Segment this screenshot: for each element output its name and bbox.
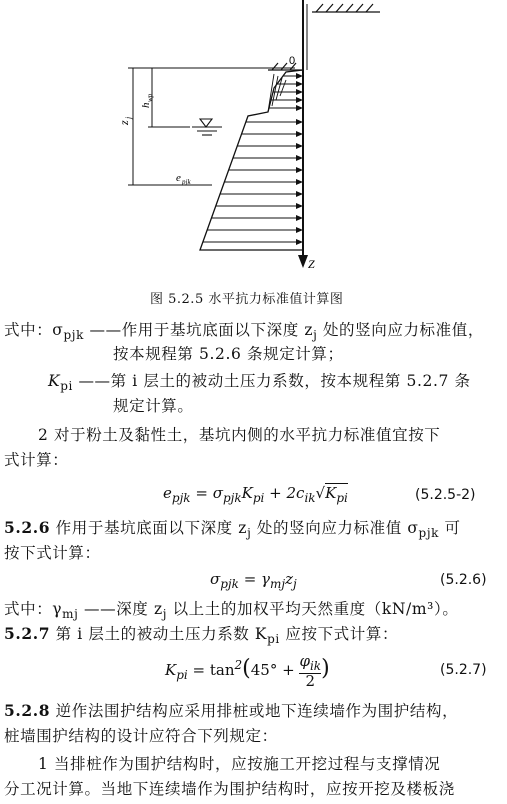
clause-2-cont: 式计算：	[4, 451, 69, 469]
definition-kpi-cont: 规定计算。	[113, 397, 194, 415]
clause-5-2-8-item-1-cont: 分工况计算。当地下连续墙作为围护结构时，应按开挖及楼板浇	[4, 780, 455, 798]
pressure-arrow-head	[296, 143, 303, 149]
equation-number-5-2-5-2: (5.2.5-2)	[415, 487, 476, 503]
definition-sigma: 式中：$\sigma_{pjk}$ ——作用于基坑底面以下深度 $z_j$ 处的竖向应力标准值，	[4, 321, 484, 343]
pressure-arrow-head	[296, 73, 303, 79]
clause-5-2-8: 5.2.8 逆作法围护结构应采用排桩或地下连续墙作为围护结构，	[4, 701, 459, 720]
resistance-distribution	[200, 70, 303, 250]
equation-number-5-2-7: (5.2.7)	[440, 662, 487, 678]
zj-label	[117, 116, 133, 126]
definition-gamma: 式中：$\gamma_{mj}$ ——深度 $z_j$ 以上土的加权平均天然重度（kN/m³）。	[4, 600, 459, 622]
definition-kpi: $K_{pi}$ ——第 i 层土的被动土压力系数，按本规程第 5.2.7 条	[48, 372, 471, 394]
clause-5-2-7: 5.2.7 第 i 层土的被动土压力系数 $K_{pi}$ 应按下式计算：	[4, 624, 399, 647]
pressure-arrow-head	[296, 215, 303, 221]
pressure-arrow-head	[296, 239, 303, 245]
soil-hatch	[268, 74, 286, 112]
origin-label: 0	[289, 55, 296, 67]
pressure-arrows	[203, 73, 303, 245]
water-table-symbol	[192, 119, 222, 135]
pressure-arrow-head	[296, 81, 303, 87]
pressure-arrow-head	[296, 119, 303, 125]
svg-text:j: j	[124, 116, 133, 119]
svg-text:h: h	[140, 102, 152, 108]
clause-2: 2 对于粉土及黏性土，基坑内侧的水平抗力标准值宜按下	[38, 426, 441, 444]
pressure-arrow-head	[296, 167, 303, 173]
pressure-arrow-head	[296, 191, 303, 197]
hwp-label	[140, 93, 154, 108]
svg-text:pjk: pjk	[182, 178, 191, 186]
pressure-arrow-head	[296, 89, 303, 95]
figure-caption: 图 5.2.5 水平抗力标准值计算图	[150, 292, 344, 307]
definition-sigma-cont: 按本规程第 5.2.6 条规定计算；	[113, 345, 344, 363]
equation-5-2-7: $K_{pi} = \tan^2(45^\circ$ + $\varphi_{ik}$ 2 )	[165, 652, 330, 690]
pressure-arrow-head	[296, 203, 303, 209]
svg-text:z: z	[117, 120, 131, 125]
pressure-arrow-head	[296, 155, 303, 161]
svg-text:e: e	[176, 172, 181, 184]
equation-5-2-6: $\sigma_{pjk} = \gamma_{mj}z_j$	[210, 570, 297, 591]
pressure-arrow-head	[296, 131, 303, 137]
pressure-arrow-head	[296, 179, 303, 185]
excavation-bottom	[268, 63, 303, 70]
pressure-diagram	[0, 0, 507, 300]
svg-text:wp: wp	[146, 93, 154, 102]
clause-5-2-6-cont: 按下式计算：	[4, 544, 101, 562]
z-axis-label: Z	[308, 257, 315, 271]
equation-number-5-2-6: (5.2.6)	[440, 572, 487, 588]
pressure-arrow-head	[296, 227, 303, 233]
clause-5-2-6: 5.2.6 作用于基坑底面以下深度 $z_j$ 处的竖向应力标准值 $\sigma_{pjk}$ 可	[4, 518, 461, 541]
z-axis-arrow	[298, 255, 308, 268]
pressure-arrow-head	[296, 105, 303, 111]
clause-5-2-8-item-1: 1 当排桩作为围护结构时，应按施工开挖过程与支撑情况	[38, 755, 441, 773]
pressure-arrow-head	[296, 97, 303, 103]
clause-5-2-8-cont: 桩墙围护结构的设计应符合下列规定：	[4, 727, 278, 745]
epjk-label	[176, 172, 191, 186]
equation-5-2-5-2: $e_{pjk} = \sigma_{pjk}K_{pi} + 2c_{ik}√K_{pi}$	[163, 484, 348, 505]
ground-hatch	[312, 4, 380, 12]
